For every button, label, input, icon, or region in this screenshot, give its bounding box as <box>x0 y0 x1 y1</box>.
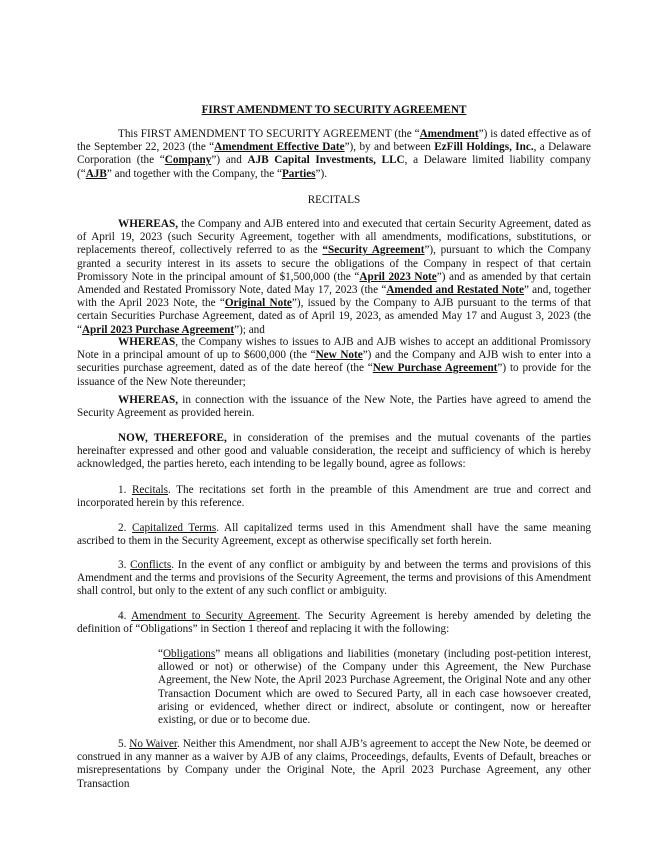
defined-term: Amended and Restated Note <box>386 284 524 297</box>
defined-term: Company <box>164 154 212 167</box>
intro-paragraph: This FIRST AMENDMENT TO SECURITY AGREEMENT (the “Amendment”) is dated effective as of the September 22, 2023 (the “Amendment Effective Date”), by and between EzFill Holdings, Inc., a Delaware Corporation (the “Company”) and AJB Capital Investments, LLC, a Delaware limited liability company (“AJB” and together with the Company, the “Parties”). <box>77 128 592 180</box>
recital-paragraph-3: WHEREAS, in connection with the issuance of the New Note, the Parties have agreed to amend the Security Agreement as provided herein. <box>77 394 591 420</box>
section-3-conflicts: 3. Conflicts. In the event of any conflict or ambiguity by and between the terms and provisions of this Amendment and the terms and provisions of the Security Agreement, the terms and provisions of this Amendment shall control, but only to the extent of any such conflict or ambiguity. <box>77 559 592 598</box>
lender-name: AJB Capital Investments, LLC <box>247 154 405 167</box>
section-5-no-waiver: 5. No Waiver. Neither this Amendment, nor shall AJB’s agreement to accept the New Note, be deemed or construed in any manner as a waiver by AJB of any claims, Proceedings, defaults, Events of Default, breaches or misrepresentations by Company under the Original Note, the April 2023 Purchase Agreement, any other Transaction <box>77 738 592 790</box>
defined-term: April 2023 Note <box>359 270 437 283</box>
defined-term: Amendment <box>419 128 479 140</box>
defined-term: Amendment Effective Date <box>214 141 345 154</box>
defined-term: AJB <box>85 167 107 180</box>
recitals-heading: RECITALS <box>307 194 361 206</box>
section-2-capitalized-terms: 2. Capitalized Terms. All capitalized terms used in this Amendment shall have the same meaning ascribed to them in the Security Agreement, except as otherwise specifically set forth herein. <box>77 522 592 548</box>
now-therefore-paragraph: NOW, THEREFORE, in consideration of the premises and the mutual covenants of the parties hereinafter expressed and other good and valuable consideration, the receipt and sufficiency of which is hereby acknowledged, the parties hereto, each intending to be legally bound, agree as follows: <box>77 432 591 471</box>
document-title: FIRST AMENDMENT TO SECURITY AGREEMENT <box>201 104 467 116</box>
defined-term: “Security Agreement <box>322 244 425 257</box>
section-heading: Recitals <box>131 484 169 496</box>
defined-term: New Purchase Agreement <box>372 362 498 375</box>
section-4-amendment: 4. Amendment to Security Agreement. The Security Agreement is hereby amended by deleting the definition of “Obligations” in Section 1 thereof and replacing it with the following: <box>77 610 591 636</box>
obligations-definition-quote: “Obligations” means all obligations and liabilities (monetary (including post-petition interest, allowed or not) or otherwise) of the Company under this Agreement, the New Purchase Agreement, the New Note, the April 2023 Purchase Agreement, the Original Note and any other Transaction Document which are owed to Secured Party, all in each case howsoever created, arising or evidenced, whether direct or indirect, absolute or contingent, now or hereafter existing, or due or to become due. <box>158 648 591 727</box>
section-1-recitals: 1. Recitals. The recitations set forth in the preamble of this Amendment are true and correct and incorporated herein by this reference. <box>77 484 591 510</box>
section-heading: No Waiver <box>129 738 178 750</box>
defined-term: Parties <box>281 167 316 180</box>
company-name: EzFill Holdings, Inc. <box>434 141 534 154</box>
recital-paragraph-1: WHEREAS, the Company and AJB entered into and executed that certain Security Agreement, dated as of April 19, 2023 (such Security Agreement, together with all amendments, modifications, substitutions, or replacements thereof, collectively referred to as the “Security Agreement”), pursuant to which the Company granted a security interest in its assets to secure the obligations of the Company in respect of that certain Promissory Note in the principal amount of $1,500,000 (the “April 2023 Note”) and as amended by that certain Amended and Restated Promissory Note, dated May 17, 2023 (the “Amended and Restated Note” and, together with the April 2023 Note, the “Original Note”), issued by the Company to AJB pursuant to the terms of that certain Securities Purchase Agreement, dated as of April 19, 2023, as amended May 17 and August 3, 2023 (the “April 2023 Purchase Agreement”); and <box>77 218 592 336</box>
section-heading: Conflicts <box>130 559 172 571</box>
defined-term: New Note <box>315 349 363 362</box>
defined-term: Obligations <box>162 648 216 660</box>
section-heading: Capitalized Terms <box>132 522 217 534</box>
defined-term: April 2023 Purchase Agreement <box>81 323 235 336</box>
defined-term: Original Note <box>224 297 292 310</box>
recital-paragraph-2: WHEREAS, the Company wishes to issues to AJB and AJB wishes to accept an additional Promissory Note in a principal amount of up to $600,000 (the “New Note”) and the Company and AJB wish to enter into a securities purchase agreement, dated as of the date hereof (the “New Purchase Agreement”) to provide for the issuance of the New Note thereunder; <box>77 336 592 388</box>
section-heading: Amendment to Security Agreement <box>131 610 298 622</box>
